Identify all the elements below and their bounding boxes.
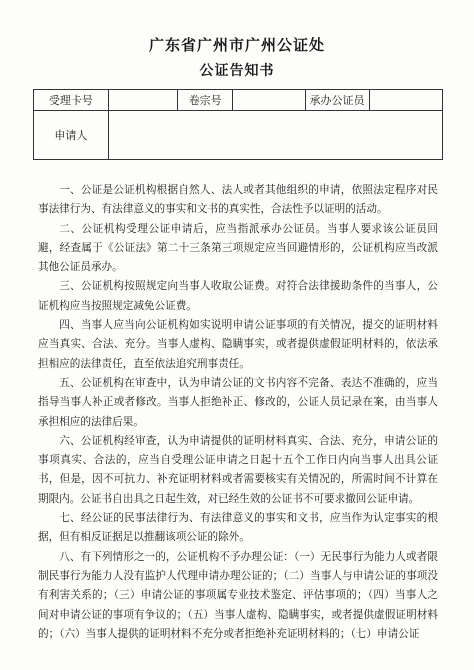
clause-6: 六、公证机构经审查，认为申请提供的证明材料真实、合法、充分，申请公证的事项真实、合法的，应当自受理公证申请之日起十五个工作日内向当事人出具公证书，但是，因不可抗力、补充证明材料或者需要核实有关情况的，所需时间不计算在期限内。公证书自出具之日起生效，对已经生效的公证书不可要求撤回公证申请。	[38, 434, 438, 505]
clause-1: 一、公证是公证机构根据自然人、法人或者其他组织的申请，依照法定程序对民事法律行为、有法律意义的事实和文书的真实性，合法性予以证明的活动。	[38, 184, 438, 216]
clause-7: 七、经公证的民事法律行为、有法律意义的事实和文书，应当作为认定事实的根据，但有相反证据足以推翻该项公证的除外。	[38, 512, 438, 544]
clause-8: 八、有下列情形之一的，公证机构不予办理公证：（一）无民事行为能力人或者限制民事行为能力人没有监护人代理申请办理公证的；（二）当事人与申请公证的事项没有利害关系的；（三）申请公证的事项属专业技术鉴定、评估事项的；（四）当事人之间对申请公证的事项有争议的；（五）当事人虚构、隐瞒事实，或者提供虚假证明材料的；（六）当事人提供的证明材料不充分或者拒绝补充证明材料的；（七）申请公证	[38, 550, 438, 640]
clause-5: 五、公证机构在审查中，认为申请公证的文书内容不完备、表达不准确的，应当指导当事人补正或者修改。当事人拒绝补正、修改的，公证人员记录在案，由当事人承担相应的法律后果。	[38, 376, 438, 428]
notary-label: 承办公证员	[305, 90, 369, 111]
clause-2: 二、公证机构受理公证申请后，应当指派承办公证员。当事人要求该公证员回避，经查属于《公证法》第二十三条第三项规定应当回避情形的，公证机构应当改派其他公证员承办。	[38, 222, 438, 274]
notary-field[interactable]	[369, 90, 442, 111]
file-no-field[interactable]	[233, 90, 305, 111]
applicant-field[interactable]	[108, 111, 442, 160]
acceptance-no-field[interactable]	[108, 90, 177, 111]
case-info-table	[33, 89, 443, 160]
applicant-label: 申请人	[34, 111, 109, 160]
document-title: 公证告知书	[199, 63, 275, 79]
clause-3: 三、公证机构按照规定向当事人收取公证费。对符合法律援助条件的当事人，公证机构应当按照规定减免公证费。	[38, 280, 438, 312]
file-no-label: 卷宗号	[178, 90, 233, 111]
organization-name: 广东省广州市广州公证处	[148, 36, 325, 54]
notice-body	[38, 181, 438, 644]
acceptance-no-label: 受理卡号	[34, 90, 109, 111]
clause-4: 四、当事人应当向公证机构如实说明申请公证事项的有关情况，提交的证明材料应当真实、合法、充分。当事人虚构、隐瞒事实，或者提供虚假证明材料的，依法承担相应的法律责任，直至依法追究刑事责任。	[38, 319, 438, 370]
